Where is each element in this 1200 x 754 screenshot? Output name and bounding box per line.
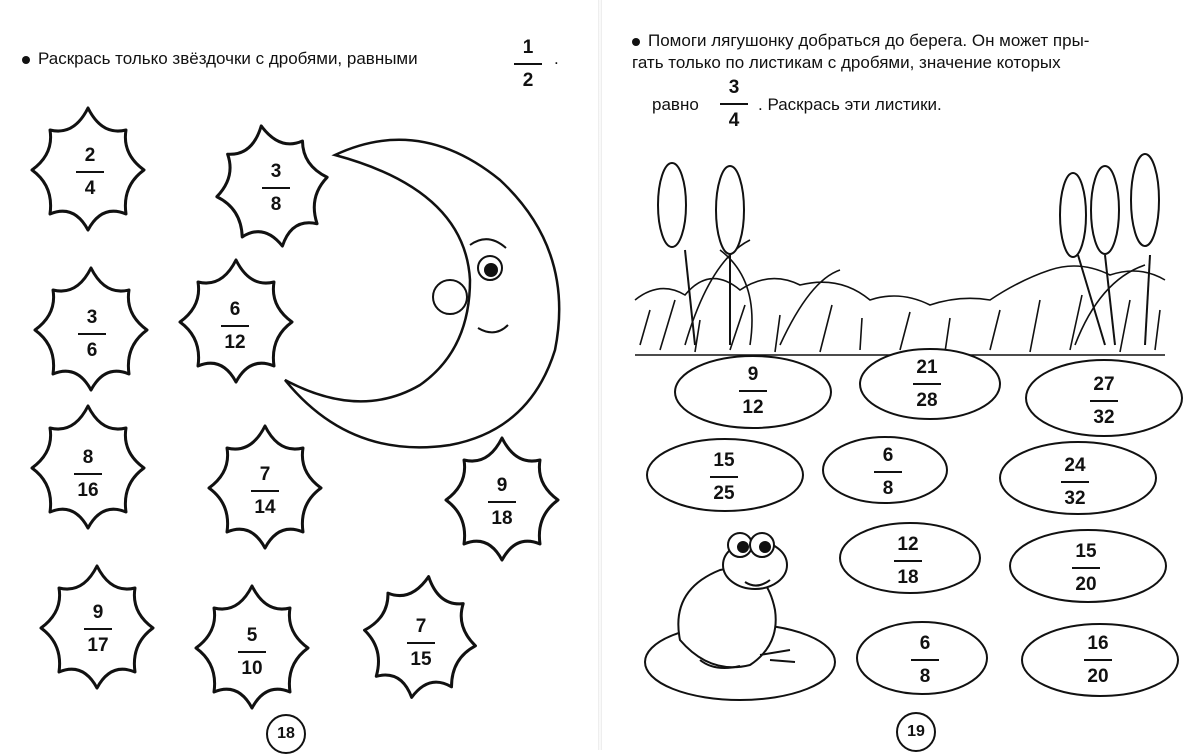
- page-number: 18: [266, 714, 306, 754]
- page-number: 19: [896, 712, 936, 752]
- fraction-numerator: 1: [522, 37, 534, 58]
- leaf-fraction: 9 12: [739, 365, 767, 417]
- leaf-fraction: 27 32: [1090, 375, 1118, 427]
- star-fraction: 8 16: [74, 448, 102, 500]
- leaf-fraction: 6 8: [911, 634, 939, 686]
- leaf-fraction: 15 25: [710, 451, 738, 503]
- right-instruction-line3a: равно: [652, 95, 699, 114]
- leaf-fraction: 15 20: [1072, 542, 1100, 594]
- left-page: [0, 0, 600, 750]
- star-fraction: 9 17: [84, 603, 112, 655]
- fraction-denominator: 4: [728, 110, 740, 131]
- fraction-denominator: 2: [522, 70, 534, 91]
- right-page: [600, 0, 1200, 750]
- left-instruction: Раскрась только звёздочки с дробями, равными: [22, 48, 418, 70]
- star-fraction: 6 12: [221, 300, 249, 352]
- leaf-fraction: 24 32: [1061, 456, 1089, 508]
- leaf-fraction: 21 28: [913, 358, 941, 410]
- star-fraction: 5 10: [238, 626, 266, 678]
- star-fraction: 2 4: [76, 146, 104, 198]
- right-instruction: Помоги лягушонку добраться до берега. Он может пры- гать только по листикам с дробями, значение которых: [632, 31, 1090, 73]
- left-instruction-end: .: [554, 49, 559, 68]
- star-fraction: 7 15: [407, 617, 435, 669]
- moon-icon: [285, 140, 559, 448]
- star-fraction: 7 14: [251, 465, 279, 517]
- star-fraction: 9 18: [488, 476, 516, 528]
- star-fraction: 3 6: [78, 308, 106, 360]
- shore-grass-icon: [635, 240, 1165, 355]
- right-instruction-line3b: . Раскрась эти листики.: [758, 95, 942, 114]
- fraction-numerator: 3: [728, 77, 740, 98]
- leaf-fraction: 6 8: [874, 446, 902, 498]
- star-fraction: 3 8: [262, 162, 290, 214]
- leaf-fraction: 16 20: [1084, 634, 1112, 686]
- leaf-fraction: 12 18: [894, 535, 922, 587]
